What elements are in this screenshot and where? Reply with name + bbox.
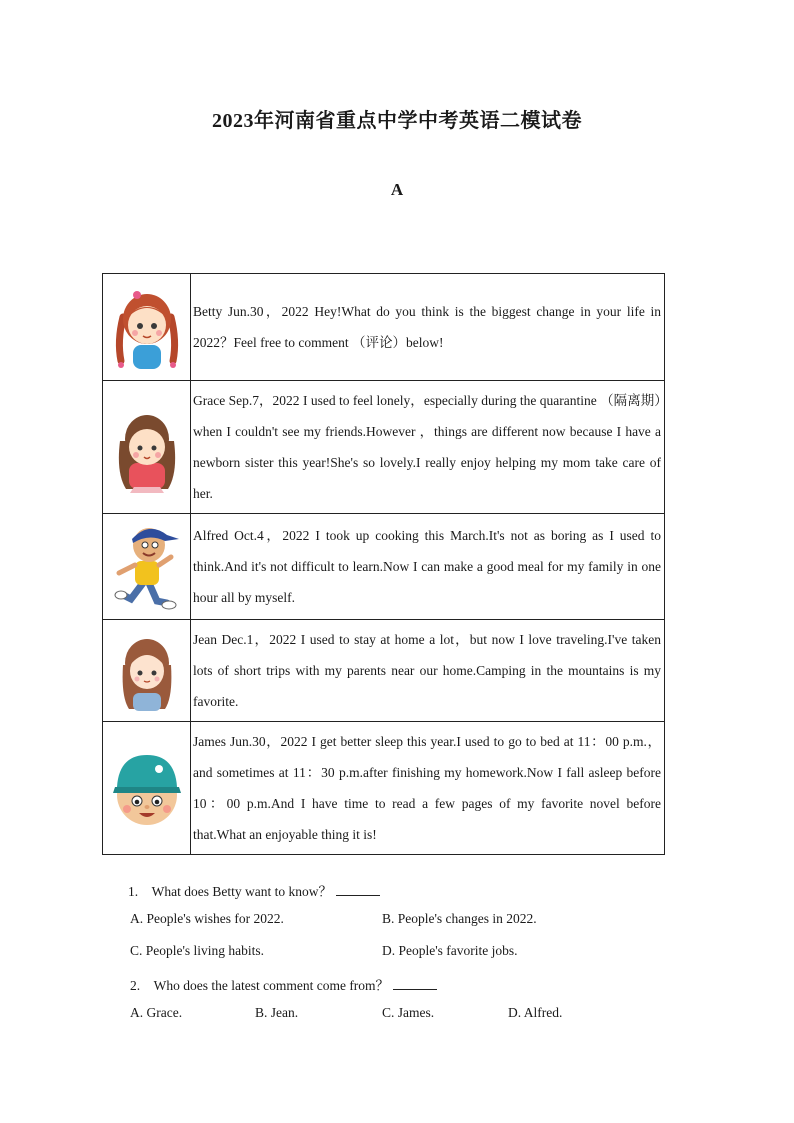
q2-option-d[interactable]: D. Alfred. xyxy=(508,1005,563,1020)
page-title: 2023年河南省重点中学中考英语二模试卷 xyxy=(212,110,582,132)
girl-braids-avatar xyxy=(109,281,185,373)
section-heading: A xyxy=(390,180,404,199)
q2-option-b[interactable]: B. Jean. xyxy=(255,1005,299,1020)
comment-james: James Jun.30，2022 I get better sleep this year.I used to go to bed at 11：00 p.m.，and sometimes at 11：30 p.m.after finishing my homework.Now I fall asleep before 10：00 p.m.And I have time to read a few pages of my favorite novel before that.What an enjoyable thing it is! xyxy=(191,722,665,855)
comments-table xyxy=(102,273,665,855)
answer-blank[interactable] xyxy=(393,977,437,990)
table-row xyxy=(103,722,665,855)
boy-running-avatar xyxy=(105,521,189,613)
table-row xyxy=(103,381,665,514)
table-row xyxy=(103,274,665,381)
avatar xyxy=(103,381,191,514)
q2-option-c[interactable]: C. James. xyxy=(382,1005,435,1020)
answer-blank[interactable] xyxy=(336,883,380,896)
boy-cap-avatar xyxy=(109,747,185,829)
avatar xyxy=(103,514,191,620)
comment-jean: Jean Dec.1，2022 I used to stay at home a lot，but now I love traveling.I've taken lots of short trips with my parents near our home.Camping in the mountains is my favorite. xyxy=(191,620,665,722)
comment-betty: Betty Jun.30，2022 Hey!What do you think is the biggest change in your life in 2022？Feel free to comment （评论）below! xyxy=(191,274,665,381)
q2-option-a[interactable]: A. Grace. xyxy=(130,1005,183,1020)
girl-long-hair-avatar xyxy=(117,631,177,711)
q1-option-a[interactable]: A. People's wishes for 2022. xyxy=(130,911,284,926)
table-row xyxy=(103,620,665,722)
question-1 xyxy=(128,880,380,900)
question-1-stem: 1. What does Betty want to know？ xyxy=(128,884,332,899)
avatar xyxy=(103,274,191,381)
comment-grace: Grace Sep.7，2022 I used to feel lonely，especially during the quarantine （隔离期）when I couldn't see my friends.However ，things are different now because I have a newborn sister this year!She's so lovely.I really enjoy helping my mom take care of her. xyxy=(191,381,665,514)
question-2-stem: 2. Who does the latest comment come from？ xyxy=(130,978,390,993)
avatar xyxy=(103,722,191,855)
q1-option-d[interactable]: D. People's favorite jobs. xyxy=(382,943,518,958)
q1-option-c[interactable]: C. People's living habits. xyxy=(130,943,265,958)
question-2 xyxy=(130,974,437,994)
table-row xyxy=(103,514,665,620)
q1-option-b[interactable]: B. People's changes in 2022. xyxy=(382,911,537,926)
comment-alfred: Alfred Oct.4，2022 I took up cooking this March.It's not as boring as I used to think.And it's not difficult to learn.Now I can make a good meal for my family in one hour all by myself. xyxy=(191,514,665,620)
avatar xyxy=(103,620,191,722)
girl-brown-hair-avatar xyxy=(112,401,182,493)
